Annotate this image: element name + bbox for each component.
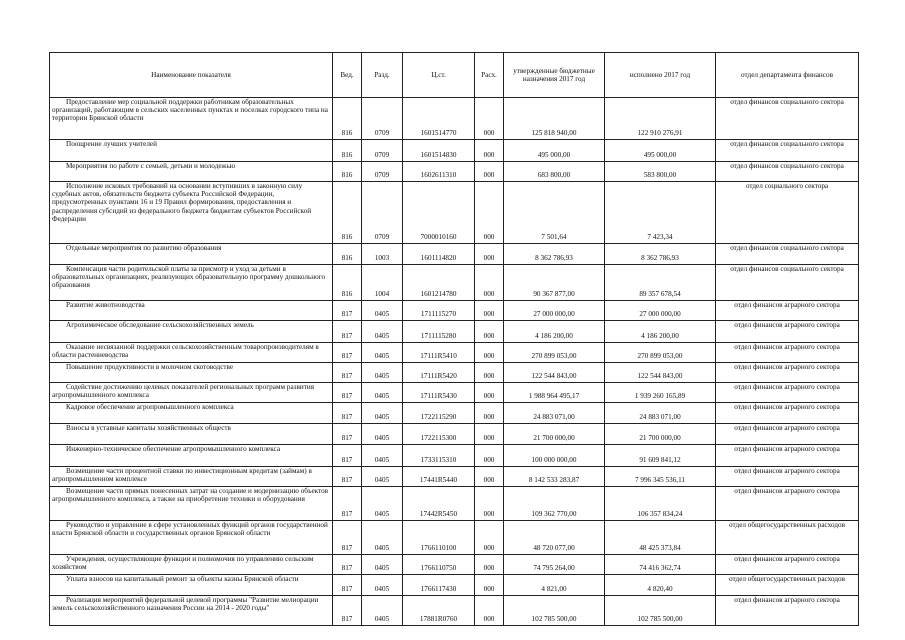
- cell-executed: 122 910 276,91: [605, 98, 716, 140]
- cell-executed: 7 996 345 536,11: [605, 467, 716, 487]
- header-ved: Вед.: [333, 53, 362, 98]
- cell-approved: 24 883 071,00: [504, 403, 605, 424]
- cell-razd: 0405: [362, 403, 403, 424]
- cell-razd: 0405: [362, 555, 403, 575]
- cell-name: Агрохимическое обследование сельскохозяйственных земель: [50, 321, 333, 343]
- cell-cst: 17111R5430: [403, 383, 475, 403]
- cell-ved: 816: [333, 265, 362, 301]
- cell-rash: 000: [475, 487, 504, 521]
- cell-ved: 817: [333, 487, 362, 521]
- cell-name: Уплата взносов на капитальный ремонт за объекты казны Брянской области: [50, 575, 333, 596]
- table-row: [50, 467, 859, 487]
- cell-dept: отдел финансов аграрного сектора: [716, 321, 859, 343]
- cell-dept: отдел финансов аграрного сектора: [716, 424, 859, 445]
- header-cst: Ц.ст.: [403, 53, 475, 98]
- cell-approved: 8 362 786,93: [504, 244, 605, 265]
- cell-approved: 270 899 053,00: [504, 343, 605, 363]
- cell-approved: 90 367 877,00: [504, 265, 605, 301]
- cell-executed: 122 544 843,00: [605, 363, 716, 383]
- cell-cst: 1766110100: [403, 521, 475, 555]
- cell-rash: 000: [475, 321, 504, 343]
- table-row: [50, 596, 859, 626]
- cell-dept: отдел финансов социального сектора: [716, 244, 859, 265]
- cell-cst: 17442R5450: [403, 487, 475, 521]
- cell-rash: 000: [475, 244, 504, 265]
- table-row: [50, 301, 859, 321]
- table-row: [50, 182, 859, 244]
- cell-rash: 000: [475, 575, 504, 596]
- cell-rash: 000: [475, 424, 504, 445]
- cell-executed: 106 357 834,24: [605, 487, 716, 521]
- cell-executed: 21 700 000,00: [605, 424, 716, 445]
- cell-name: Возмещение части прямых понесенных затрат на создание и модернизацию объектов агропромышленного комплекса, а также на приобретение техники и оборудования: [50, 487, 333, 521]
- cell-executed: 74 416 362,74: [605, 555, 716, 575]
- cell-ved: 817: [333, 596, 362, 626]
- cell-name: Отдельные мероприятия по развитию образования: [50, 244, 333, 265]
- cell-approved: 4 186 200,00: [504, 321, 605, 343]
- cell-name: Исполнение исковых требований на основании вступивших в законную силу судебных актов, обязательств бюджета субъекта Российской Федерации, предусмотренных пунктами 16 и 19 Правил формирования, предоставления и распределения субсидий из федерального бюджета бюджетам субъектов Российской Федерации: [50, 182, 333, 244]
- cell-cst: 1766110750: [403, 555, 475, 575]
- cell-executed: 24 883 071,00: [605, 403, 716, 424]
- cell-approved: 100 000 000,00: [504, 445, 605, 467]
- cell-ved: 816: [333, 162, 362, 182]
- cell-razd: 0405: [362, 487, 403, 521]
- cell-name: Развитие животноводства: [50, 301, 333, 321]
- cell-dept: отдел финансов аграрного сектора: [716, 301, 859, 321]
- cell-executed: 89 357 678,54: [605, 265, 716, 301]
- cell-executed: 495 000,00: [605, 140, 716, 162]
- cell-rash: 000: [475, 383, 504, 403]
- cell-dept: отдел финансов социального сектора: [716, 140, 859, 162]
- cell-dept: отдел финансов аграрного сектора: [716, 343, 859, 363]
- cell-name: Предоставление мер социальной поддержки работникам образовательных организаций, работающим в сельских населенных пунктах и поселках городского типа на территории Брянской области: [50, 98, 333, 140]
- cell-cst: 17111R5420: [403, 363, 475, 383]
- cell-rash: 000: [475, 445, 504, 467]
- cell-razd: 0405: [362, 301, 403, 321]
- cell-cst: 1601514830: [403, 140, 475, 162]
- cell-executed: 48 425 373,84: [605, 521, 716, 555]
- header-razd: Разд.: [362, 53, 403, 98]
- cell-dept: отдел социального сектора: [716, 182, 859, 244]
- table-row: [50, 575, 859, 596]
- cell-cst: 1766117430: [403, 575, 475, 596]
- cell-dept: отдел финансов аграрного сектора: [716, 383, 859, 403]
- cell-razd: 0405: [362, 321, 403, 343]
- cell-ved: 817: [333, 575, 362, 596]
- cell-name: Реализация мероприятий федеральной целевой программы "Развитие мелиорации земель сельскохозяйственного назначения России на 2014 - 2020 годы": [50, 596, 333, 626]
- header-rash: Расх.: [475, 53, 504, 98]
- header-row: [50, 53, 859, 98]
- header-executed: исполнено 2017 год: [605, 53, 716, 98]
- table-row: [50, 98, 859, 140]
- cell-dept: отдел финансов аграрного сектора: [716, 445, 859, 467]
- cell-razd: 0405: [362, 424, 403, 445]
- cell-razd: 0709: [362, 98, 403, 140]
- cell-cst: 1711115270: [403, 301, 475, 321]
- cell-razd: 0405: [362, 363, 403, 383]
- header-name: Наименование показателя: [50, 53, 333, 98]
- cell-approved: 109 362 770,00: [504, 487, 605, 521]
- cell-razd: 0405: [362, 445, 403, 467]
- cell-executed: 91 609 841,12: [605, 445, 716, 467]
- cell-rash: 000: [475, 555, 504, 575]
- cell-ved: 817: [333, 321, 362, 343]
- table-row: [50, 555, 859, 575]
- cell-rash: 000: [475, 521, 504, 555]
- cell-dept: отдел финансов аграрного сектора: [716, 555, 859, 575]
- cell-dept: отдел финансов социального сектора: [716, 265, 859, 301]
- cell-ved: 817: [333, 521, 362, 555]
- cell-name: Повышение продуктивности в молочном скотоводстве: [50, 363, 333, 383]
- cell-ved: 817: [333, 555, 362, 575]
- cell-dept: отдел финансов аграрного сектора: [716, 363, 859, 383]
- table-row: [50, 403, 859, 424]
- cell-dept: отдел общегосударственных расходов: [716, 521, 859, 555]
- cell-cst: 1601514770: [403, 98, 475, 140]
- cell-rash: 000: [475, 596, 504, 626]
- table-row: [50, 140, 859, 162]
- cell-cst: 17441R5440: [403, 467, 475, 487]
- cell-razd: 1004: [362, 265, 403, 301]
- cell-approved: 495 000,00: [504, 140, 605, 162]
- cell-approved: 122 544 843,00: [504, 363, 605, 383]
- cell-cst: 1602611310: [403, 162, 475, 182]
- cell-approved: 27 000 000,00: [504, 301, 605, 321]
- cell-executed: 102 785 500,00: [605, 596, 716, 626]
- header-dept: отдел департамента финансов: [716, 53, 859, 98]
- cell-ved: 817: [333, 363, 362, 383]
- budget-table: [49, 52, 859, 626]
- cell-name: Компенсация части родительской платы за присмотр и уход за детьми в образовательных организациях, реализующих образовательную программу дошкольного образования: [50, 265, 333, 301]
- cell-name: Взносы в уставные капиталы хозяйственных обществ: [50, 424, 333, 445]
- cell-approved: 8 142 533 283,87: [504, 467, 605, 487]
- cell-approved: 125 818 940,00: [504, 98, 605, 140]
- cell-rash: 000: [475, 182, 504, 244]
- cell-razd: 0405: [362, 343, 403, 363]
- cell-executed: 4 186 200,00: [605, 321, 716, 343]
- cell-name: Инженерно-техническое обеспечение агропромышленного комплекса: [50, 445, 333, 467]
- cell-cst: 1733115310: [403, 445, 475, 467]
- cell-cst: 1601214780: [403, 265, 475, 301]
- table-row: [50, 424, 859, 445]
- cell-cst: 1711115280: [403, 321, 475, 343]
- cell-razd: 0709: [362, 140, 403, 162]
- cell-name: Мероприятия по работе с семьей, детьми и молодежью: [50, 162, 333, 182]
- cell-executed: 4 820,40: [605, 575, 716, 596]
- cell-ved: 817: [333, 424, 362, 445]
- cell-dept: отдел финансов социального сектора: [716, 162, 859, 182]
- cell-approved: 683 800,00: [504, 162, 605, 182]
- cell-ved: 817: [333, 383, 362, 403]
- table-row: [50, 487, 859, 521]
- cell-dept: отдел финансов аграрного сектора: [716, 403, 859, 424]
- table-row: [50, 363, 859, 383]
- table-row: [50, 265, 859, 301]
- cell-approved: 1 988 964 495,17: [504, 383, 605, 403]
- table-row: [50, 244, 859, 265]
- cell-rash: 000: [475, 140, 504, 162]
- cell-razd: 0405: [362, 383, 403, 403]
- cell-dept: отдел финансов аграрного сектора: [716, 487, 859, 521]
- cell-ved: 816: [333, 244, 362, 265]
- cell-name: Учреждения, осуществляющие функции и полномочия по управлению сельским хозяйством: [50, 555, 333, 575]
- table-row: [50, 521, 859, 555]
- cell-approved: 7 501,64: [504, 182, 605, 244]
- cell-approved: 102 785 500,00: [504, 596, 605, 626]
- cell-name: Поощрение лучших учителей: [50, 140, 333, 162]
- cell-executed: 583 800,00: [605, 162, 716, 182]
- cell-razd: 0405: [362, 596, 403, 626]
- cell-executed: 1 939 260 165,89: [605, 383, 716, 403]
- cell-rash: 000: [475, 162, 504, 182]
- cell-rash: 000: [475, 363, 504, 383]
- cell-approved: 4 821,00: [504, 575, 605, 596]
- cell-razd: 0405: [362, 575, 403, 596]
- cell-rash: 000: [475, 265, 504, 301]
- cell-dept: отдел финансов аграрного сектора: [716, 596, 859, 626]
- cell-ved: 817: [333, 467, 362, 487]
- cell-ved: 817: [333, 301, 362, 321]
- cell-ved: 817: [333, 343, 362, 363]
- cell-rash: 000: [475, 343, 504, 363]
- cell-razd: 0709: [362, 182, 403, 244]
- cell-approved: 48 720 077,00: [504, 521, 605, 555]
- cell-rash: 000: [475, 301, 504, 321]
- cell-cst: 7000010160: [403, 182, 475, 244]
- cell-cst: 1722115300: [403, 424, 475, 445]
- cell-ved: 816: [333, 98, 362, 140]
- cell-dept: отдел общегосударственных расходов: [716, 575, 859, 596]
- cell-razd: 0709: [362, 162, 403, 182]
- cell-executed: 27 000 000,00: [605, 301, 716, 321]
- cell-razd: 0405: [362, 467, 403, 487]
- cell-name: Кадровое обеспечение агропромышленного комплекса: [50, 403, 333, 424]
- cell-executed: 270 899 053,00: [605, 343, 716, 363]
- cell-rash: 000: [475, 98, 504, 140]
- table-row: [50, 343, 859, 363]
- cell-cst: 17881R0760: [403, 596, 475, 626]
- table-row: [50, 445, 859, 467]
- cell-name: Руководство и управление в сфере установленных функций органов государственной власти Брянской области и государственных органов Брянской области: [50, 521, 333, 555]
- cell-razd: 1003: [362, 244, 403, 265]
- header-approved: утвержденные бюджетные назначения 2017 год: [504, 53, 605, 98]
- cell-ved: 817: [333, 403, 362, 424]
- cell-cst: 1722115290: [403, 403, 475, 424]
- cell-name: Содействие достижению целевых показателей региональных программ развития агропромышленного комплекса: [50, 383, 333, 403]
- cell-name: Оказание несвязанной поддержки сельскохозяйственным товаропроизводителям в области растениеводства: [50, 343, 333, 363]
- cell-rash: 000: [475, 467, 504, 487]
- cell-executed: 7 423,34: [605, 182, 716, 244]
- cell-cst: 17111R5410: [403, 343, 475, 363]
- table-row: [50, 162, 859, 182]
- cell-dept: отдел финансов социального сектора: [716, 98, 859, 140]
- cell-executed: 8 362 786,93: [605, 244, 716, 265]
- cell-ved: 816: [333, 140, 362, 162]
- cell-approved: 74 795 264,00: [504, 555, 605, 575]
- cell-rash: 000: [475, 403, 504, 424]
- table-row: [50, 321, 859, 343]
- cell-approved: 21 700 000,00: [504, 424, 605, 445]
- cell-razd: 0405: [362, 521, 403, 555]
- table-row: [50, 383, 859, 403]
- cell-dept: отдел финансов аграрного сектора: [716, 467, 859, 487]
- cell-name: Возмещение части процентной ставки по инвестиционным кредитам (займам) в агропромышленном комплексе: [50, 467, 333, 487]
- cell-ved: 816: [333, 182, 362, 244]
- cell-ved: 817: [333, 445, 362, 467]
- cell-cst: 1601114820: [403, 244, 475, 265]
